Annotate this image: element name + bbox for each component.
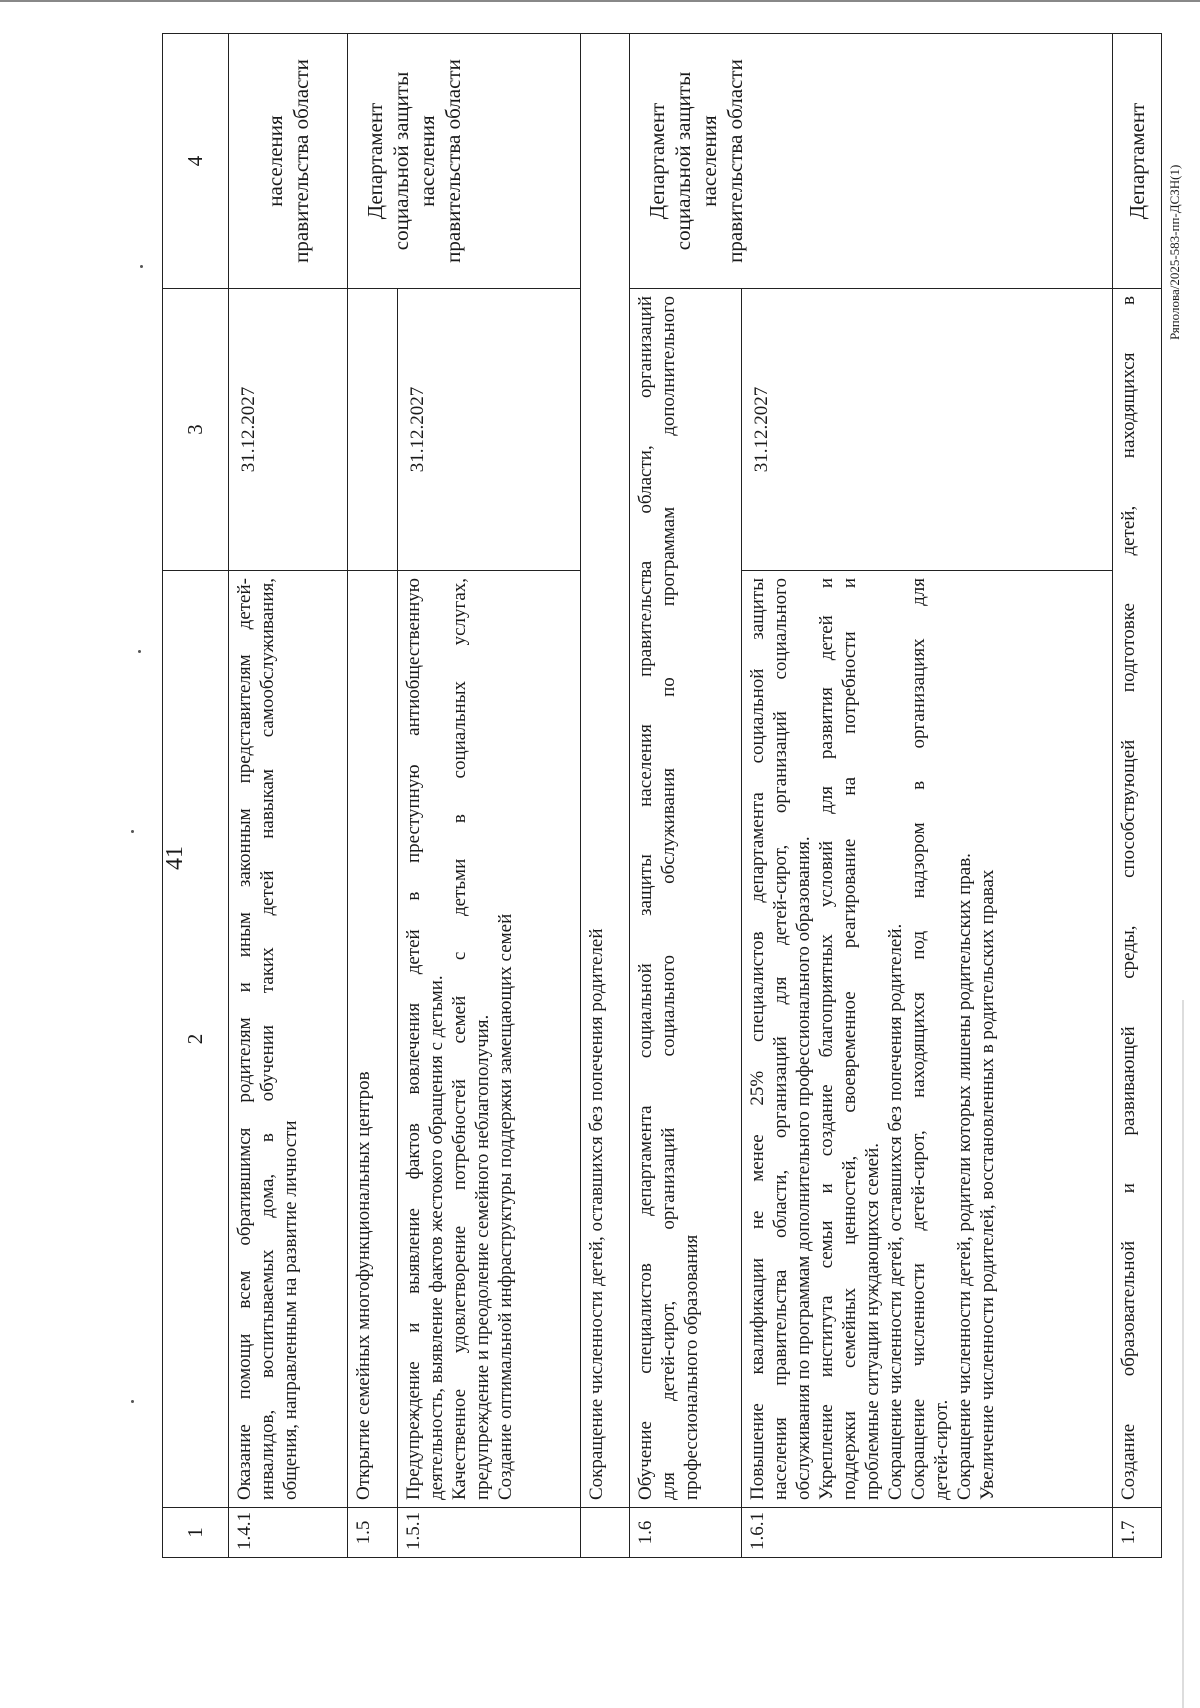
row-description: Открытие семейных многофункциональных центров — [348, 571, 397, 1508]
row-description: Создание образовательной и развивающей среды, способствующей подготовке детей, находящихся в — [1112, 289, 1162, 1508]
table-row-1-5 — [348, 34, 397, 1558]
header-col-4: 4 — [163, 34, 229, 289]
scan-dot — [131, 830, 134, 833]
row-number: 1.5.1 — [397, 1508, 580, 1558]
row-number: 1.5 — [348, 1508, 397, 1558]
row-number-empty — [580, 1508, 629, 1558]
row-responsible: населения правительства области — [228, 34, 348, 289]
header-col-1: 1 — [163, 1508, 229, 1558]
table-row-subheading — [580, 34, 629, 1558]
row-section-title: Сокращение численности детей, оставшихся без попечения родителей — [580, 34, 629, 1508]
row-description: Предупреждение и выявление фактов вовлечения детей в преступную антиобщественную деятельность, выявление фактов жестокого обращения с детьми. Качественное удовлетворение потребностей семей с детьми в социальных услугах, предупреждение и преодоление семейного неблагополучия. Создание оптимальной инфраструктуры поддержки замещающих семей — [397, 571, 580, 1508]
row-number: 1.4.1 — [228, 1508, 348, 1558]
page-number: 41 — [162, 846, 188, 870]
header-col-3: 3 — [163, 289, 229, 571]
row-description: Обучение специалистов департамента социальной защиты населения правительства области, организаций для детей-сирот, организаций социального обслуживания по программам дополнительного профессионального образования — [630, 289, 741, 1508]
row-deadline: 31.12.2027 — [228, 289, 348, 571]
row-deadline: 31.12.2027 — [397, 289, 580, 571]
row-number: 1.6 — [630, 1508, 741, 1558]
table-header-row — [163, 34, 229, 1558]
row-description: Повышение квалификации не менее 25% специалистов департамента социальной защиты населения правительства области, организаций для детей-сирот, организаций социального обслуживания по программам дополнительного профессионального образования. Укрепление института семьи и создание благоприятных условий для развития детей и поддержки семейных ценностей, своевременное реагирование на потребности и проблемные ситуации нуждающихся семей. Сокращение численности детей, оставшихся без попечения родителей. Сокращение численности детей-сирот, находящихся под надзором в организациях для детей-сирот. Сокращение численности детей, родители которых лишены родительских прав. Увеличение численности родителей, восстановленных в родительских правах — [741, 571, 1112, 1508]
plan-table — [162, 33, 1162, 1558]
scan-dot — [131, 1400, 134, 1403]
table-row-1-6 — [630, 34, 741, 1558]
document-footer-code: Ряполова/2025-583-пп-ДСЗН(1) — [1167, 164, 1182, 340]
row-deadline-empty — [348, 289, 397, 571]
scan-dot — [138, 650, 141, 653]
row-responsible: Департамент — [1112, 34, 1162, 289]
row-deadline: 31.12.2027 — [741, 289, 1112, 571]
row-description: Оказание помощи всем обратившимся родителям и иным законным представителям детей- инвалидов, воспитываемых дома, в обучении таких детей навыкам самообслуживания, общения, направленным на развитие личности — [228, 571, 348, 1508]
rotated-page — [162, 0, 1200, 1708]
scan-dot — [140, 265, 143, 268]
row-number: 1.7 — [1112, 1508, 1162, 1558]
header-col-2: 2 — [163, 571, 229, 1508]
table-row-1-4-1 — [228, 34, 348, 1558]
table-row-1-7 — [1112, 34, 1162, 1558]
row-responsible: Департамент социальной защиты населения правительства области — [348, 34, 580, 289]
row-number: 1.6.1 — [741, 1508, 1112, 1558]
row-responsible: Департамент социальной защиты населения правительства области — [630, 34, 1112, 289]
